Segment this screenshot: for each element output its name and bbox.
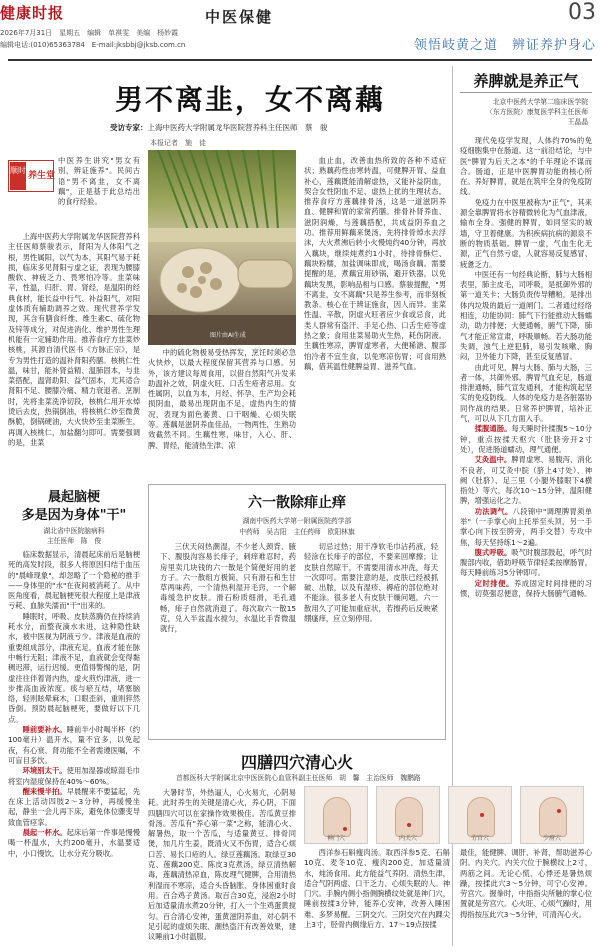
- tip-item: [8, 725, 140, 766]
- main-article-expert: [110, 122, 450, 133]
- tip-text: 吸气时腹部鼓起，呼气时腹部内收，借助呼吸节律轻柔按摩肠胃，每天睡前练习5分钟即可。: [460, 547, 592, 578]
- figure-hand: [467, 797, 495, 837]
- acupoint-figure: [304, 786, 368, 844]
- acupoint-figure: [520, 786, 584, 844]
- main-article-column-2: [148, 348, 296, 476]
- heart-fire-article-column-3: [460, 848, 592, 946]
- author-line: 王晶晶: [567, 118, 588, 126]
- page-slogan: 领悟岐黄之道 辨证养护身心: [413, 38, 596, 53]
- main-article-para: 血止血，改善血热所致的各种不适症状；熟藕药性由寒转温，可健脾开胃、益血补心，莲藕既能清解虚热，又能补益阴血，契合女性阴血不足、虚热上扰的生理状态。推荐食疗方莲藕排骨汤，这是一道滋阴养血、健脾和胃的家常药膳。排骨补肾养血、滋阴润燥，与莲藕搭配，共成益阴养血之功。推荐用鲜藕来煲汤，先将排骨焯水去浮沫，大火煮沸后转小火慢炖约40分钟，再放入藕块，继续炖煮约1小时，待排骨酥烂、藕块粉糯，加盐调味即成，喝汤食藕。需要提醒的是，煮藕宜用砂锅，避开铁器，以免藕块发黑，影响品相与口感。蔡骏提醒，"男不离韭，女不离藕"只是养生参考，而非刻板教条。核心在于辨证施食，因人而异。韭菜性温、辛散，阴虚火旺者应少食或忌食，此类人群常有盗汗、手足心热、口舌生疮等虚热之象；食用韭菜易助火生热，耗伤阴液。生藕性寒凉，脾胃虚寒者，大便稀溏、腹部怕冷者不宜生食，以免寒凉伤胃；可食用熟藕，借其温性健脾益胃、滋养气血。: [304, 156, 446, 371]
- acupoint-dot: [343, 827, 347, 831]
- body-para: 中医还有一句经典论断，肺与大肠相表里，肺主皮毛，司呼吸，是抵御外邪的第一道关卡；大肠负责传导糟粕，是排出体内垃圾的最后一道闸门。二者通过经络相连，功能协同：肺气下行能推动大肠蠕动，助力排便；大便通畅，腑气下降，肺气才能正常宣肃，呼吸顺畅。若大肠功能失调，浊气上逆犯肺，易引发咳嗽、胸闷，卫外能力下降，甚至反复感冒。: [460, 269, 592, 362]
- body-para: 免疫力在中医里被称为"正气"，其来源全靠脾胃将水谷精微转化为气血津液，输布全身。强健的脾胃，如同坚实的城墙，守卫着健康。为积疾病抗病的源泉不断的物质基础。脾胃一虚，气血生化无源，正气自然亏虚，人就容易反复感冒、疲惫乏力。: [460, 197, 592, 269]
- liuyisan-article-column-1: [160, 542, 296, 732]
- stroke-article-title-2: 多是因为身体"干": [21, 508, 127, 523]
- liuyisan-article-author-2: 中药师 吴吉阳 主任药师 欧阳林旗: [239, 528, 355, 536]
- tip-text: 八段锦中"调理脾胃须单举"（一手掌心向上托举至头顶，另一手掌心向下按至胯旁，两手交替）专攻中焦，每天坚持练1～2遍。: [460, 506, 592, 547]
- newspaper-logo: 健康时报: [0, 4, 65, 22]
- tip-key: 环境别太干。: [22, 766, 67, 776]
- body-para: 睡眠时，呼吸、皮肤蒸腾仍在持续消耗水分，而整夜滴水未进，这种隐性缺水，被中医视为阴液亏少。津液是血液的重要组成部分，津液充足，血液才能在脉中畅行无阻；津液不足，血液就会变得黏稠迟滞，运行迟缓。更值得警惕的是，阴虚往往伴着肾内热，虚火煎灼津液，进一步推高血液浓度。痰与瘀互结，堵塞脑络，轻则眩晕麻木，口眼歪斜，重则猝然昏倒。预防晨起脑梗死，要做好以下几点。: [8, 611, 140, 724]
- tip-text: 每天睡时针揉腹5～10分钟，重点按揉天枢穴（肚脐旁开2寸处），促进肠道蠕动，理气通便。: [460, 424, 592, 454]
- acupoint-figures: [304, 786, 592, 844]
- body-para: 三伏天闷热潮湿，不少老人颈背、腋下、腹股沟容易长痱子，刺痒难忍时，药房里卖几块钱的六一散是个简便好用的老方子。六一散组方极简，只有滑石和生甘草两味药，一个清热利湿开毛窍，一个解毒缓急护皮肤。滑石粉质细滑，毛孔通畅，痱子自然就消退了。每次取六一散15克，兑入半盆温水搅匀，水温比手背微温就行，: [160, 542, 296, 634]
- tip-key: 晨起一杯水。: [22, 828, 67, 838]
- acupoint-label: 劳宫穴: [470, 835, 489, 842]
- tip-key: 腹式呼吸。: [474, 547, 512, 557]
- acupoint-label: 神门穴: [326, 835, 345, 842]
- tip-key: 揉腹通肠。: [474, 424, 512, 434]
- tip-key: 艾灸温中。: [474, 455, 512, 465]
- liuyisan-article-column-2: [304, 542, 438, 732]
- heart-fire-article-column-1: [148, 788, 296, 946]
- tip-text: 脾胃虚寒、易腹泻、消化不良者，可艾灸中脘（脐上4寸处）、神阙（肚脐）、足三里（小腿外膝眼下4横指处）等穴，每次10～15分钟，温阳健脾，增强运化之力。: [460, 455, 592, 506]
- main-article-para: 中的硫化物极易受热挥发，烹饪时须必急火快炒，以最大程度保留其营养与口感。另外，该方建议每周食用，以借自然阳气升发来助温补之效，阴虚火旺、口舌生疮者忌用。女性属阴，以血为本，月经、怀孕、生产均会耗损阴血，最易出现阴血不足，虚热内生的情况，表现为面色萎黄、口干咽燥、心烦失眠等。莲藕是滋阴养血佳品，一物两性，生熟功效截然不同。生藕性寒，味甘，入心、肝、脾、胃经，能清热生津、凉: [148, 348, 296, 450]
- figure-hand: [539, 797, 567, 837]
- tip-item: [460, 579, 592, 600]
- tip-key: 醒来慢半拍。: [22, 786, 67, 796]
- main-article-lead: 中医养生讲究"男女有别，辨证施养"。民间古语"男不离韭，女不离藕"，正是基于此总结出的食疗经验。: [58, 156, 140, 207]
- stroke-article-title-1: 晨起脑梗: [47, 490, 100, 505]
- issue-info: 2026年7月31日 星期五 编辑 单祺雯 美编 杨妙霞: [0, 29, 179, 37]
- heart-fire-article-title: 四膳四穴清心火: [240, 753, 353, 772]
- title-underline: [460, 92, 592, 93]
- spleen-article-title: 养脾就是养正气: [473, 72, 579, 90]
- heart-fire-article-author: 首都医科大学附属北京中医医院心血管科副主任医师 胡 馨 主治医师 魏鹏路: [176, 774, 421, 782]
- tip-text: 睡前半小时喝半杯（约100毫升）温开水，量不宜多，以免起夜，有心衰、肾功能不全者需遵医嘱，不可盲目多饮。: [8, 725, 140, 765]
- tip-item: [460, 507, 592, 548]
- column-tag-name: 养生堂: [28, 171, 56, 181]
- tip-item: [460, 424, 592, 455]
- stroke-article-author-1: 湖北省中医院脑病科: [43, 527, 105, 535]
- body-para: 最佳，能健脾、调肝、补肾，帮助滋养心阴。内关穴。内关穴位于腕横纹上2寸，两筋之间。无论心慌、心悸还是暑热烦躁，按揉此穴3～5分钟，可宁心安神。劳宫穴。握拳时，中指指尖所触的掌心位置就是劳宫穴。心火旺、心烦气躁时，用拇指按压此穴3～5分钟，可清泻心火。: [460, 848, 592, 919]
- header-rule: [8, 59, 592, 61]
- spleen-article-author: [470, 97, 588, 127]
- main-article-para: 上海中医药大学附属龙华医院营养科主任医师蔡骏表示，肾阳为人体阳气之根，男性属阳，以气为本，其阳气易于耗损，临床多见肾阳亏虚之证，表现为腰膝酸软、神疲乏力、畏寒怕冷等。韭菜味辛，性温，归肝、胃、肾经，是温阳的经典食材，能长益中行气、补益阳气，对阳虚体质有辅助调养之效。现代营养学发现，其含有膳食纤维、维生素C、硫化物及锌等成分，对促进消化、维护男性生理机能有一定辅助作用。推荐食疗方韭菜炒核桃，其源自清代医书《方脉正宗》，是专为男性打造的温补肾阳药膳。核桃仁性温，味甘，能补肾益精、温肺固本，与韭菜搭配，温肾助阳、益气固本，尤其适合肾阳不足、腰膝冷痛、精力衰退者。烹制时，先将韭菜洗净切段，核桃仁用开水焯烫后去皮，热锅倒油，将核桃仁炒至微黄酥脆，倒锅硬油，大火快炒至韭菜断生，再调入核桃仁，加盐翻匀即可。需要强调的是，韭菜: [8, 232, 140, 447]
- acupoint-figure: [448, 786, 512, 844]
- author-line: 北京中医药大学第二临床医学院: [492, 98, 588, 106]
- lotus-root-photo: [148, 150, 296, 345]
- stroke-article-author-2: 主任医师 陈 俊: [46, 537, 102, 545]
- main-article-title: 男不离韭，女不离藕: [114, 83, 385, 116]
- body-para: 由此可见，脾与大肠、肺与大肠，三者一体，共御外邪。脾胃气血充足，肠道排泄通畅，肺气宣发通利，才能构筑起坚实的免疫防线。人体的免疫力是各脏器协同作战的结果。日常养护脾胃，培补正气，可以从下几方面入手。: [460, 362, 592, 424]
- expert-name: 上海中医药大学附属龙华医院营养科主任医师 蔡 骏: [147, 123, 328, 132]
- body-para: 现代免疫学发现，人体约70%的免疫细胞集中在肠道。这一前沿结论，与中医"脾胃为后天之本"的千年理论不谋而合。肠道，正是中医脾胃功能的核心所在。养好脾胃，就是在筑牢全身的免疫防线。: [460, 136, 592, 197]
- heart-fire-article-column-2: [304, 848, 450, 946]
- tip-key: 睡前要补水。: [22, 725, 67, 735]
- tip-text: 养成固定时间排便的习惯，切莫强忍便意，保持大肠腑气通畅。: [460, 578, 592, 599]
- stroke-article-body: [8, 550, 140, 946]
- acupoint-label: 少府穴: [542, 835, 561, 842]
- acupoint-dot: [480, 813, 484, 817]
- body-para: 临床数据显示，清晨起床前后是脑梗死的高发时段，很多人将原因归结于血压的"晨峰现象"，却忽略了一个隐秘的推手——身体里的"水"在夜间被消耗了。从中医角度看，晨起脑梗死很大程度上是津液亏耗、血脉失濡而"干"出来的。: [8, 550, 140, 611]
- tip-text: 早晨醒来不要猛起，先在床上活动四肢2～3分钟，再缓慢坐起，静坐一会儿再下床，避免体位骤变导致血管痉挛。: [8, 786, 140, 827]
- column-tag-mark: 顺时: [10, 162, 26, 190]
- contact-info: 编辑电话:(010)65363784 E-mail:jksbbj@jksb.com.cn: [0, 41, 186, 49]
- tip-item: [8, 828, 140, 859]
- author-line: （东方医院）康复医学科主任医师: [486, 108, 588, 116]
- page-number: 03: [568, 0, 596, 25]
- figure-hand: [323, 797, 351, 837]
- acupoint-label: 内关穴: [398, 835, 417, 842]
- tip-key: 功法调气。: [474, 506, 513, 516]
- expert-label: 受访专家：: [110, 123, 148, 132]
- acupoint-dot: [407, 823, 411, 827]
- section-title: 中医保健: [205, 8, 274, 26]
- main-article-column-3: [304, 156, 446, 474]
- body-para: 西洋参石斛瘦肉汤。取西洋参5克、石斛10克、麦冬10克、瘦肉200克，加适量清水，炖汤食用。此方能益气养阴、清热生津，适合气阴两虚、口干乏力、心烦失眠的人。神门穴。手腕内侧小指侧腕横纹处就是神门穴，睡前按揉3分钟，能养心安神，改善入睡困难、多梦易醒。三阴交穴。三阴交穴在内踝尖上3寸，胫骨内侧缘后方。17～19点按揉: [304, 848, 450, 930]
- body-para: 切忌过热；用干净软毛巾沾药液，轻轻涂在长痱子的部位，不要来回摩擦；让皮肤自然晾干，不需要用清水冲洗，每天一次即可。需要注意的是，皮肤已经被抓破、出脓，以及有湿疹、褥疮的部位绝对不能涂。很多老人有皮肤干燥问题，六一散用久了可能加重症状，若擦药后反映紧绷瘙痒，应立刻停用。: [304, 542, 438, 624]
- main-article-column-1: [8, 232, 140, 478]
- liuyisan-article-author-1: 湖南中医药大学第一附属医院药学部: [242, 517, 352, 525]
- tip-text: 起床后第一件事是慢慢喝一杯温水，大约200毫升，水温要适中，小口慢饮，让水分充分吸收。: [8, 828, 140, 858]
- main-article-reporter: 本报记者 施 徒: [150, 139, 206, 147]
- tip-item: [8, 787, 140, 828]
- tip-item: [460, 455, 592, 506]
- chives-lotus-illustration: [148, 150, 296, 345]
- figure-hand: [395, 797, 423, 837]
- tip-item: [8, 766, 140, 787]
- tip-item: [460, 548, 592, 579]
- photo-caption: 图片由AI生成: [210, 332, 246, 339]
- acupoint-figure: [376, 786, 440, 844]
- body-para: 大暑时节，外热逼人，心火易亢，心阴易耗。此时养生的关键是清心火，养心阴，下面四膳四穴可以在家操作效果极佳。苦瓜黄豆排骨汤。苦瓜有"养心第一菜"之称，能清心火、解暑热，取一个苦瓜，与适量黄豆、排骨同煲，加几片生姜，既清火又不伤胃，适合心烦口苦、易长口疮的人。绿豆莲藕汤。取绿豆30克、莲藕200克、陈皮3克煮汤，绿豆清热解毒，莲藕清热凉血，陈皮理气健脾，合用清热利湿而不寒凉，适合头昏脑胀、身体困重时食用。百合鸡子黄汤。取百合30克，浸泡2小时后加适量清水煮20分钟，打入一个生鸡蛋黄搅匀。百合清心安神，蛋黄滋阴养血，对心阴不足引起的虚烦失眠、潮热盗汗有改善效果，建议睡前1小时温服。: [148, 788, 296, 942]
- acupoint-dot: [557, 809, 561, 813]
- tip-text: 使用加湿器或晾湿毛巾将室内湿度保持在40%～60%。: [8, 766, 140, 786]
- tip-key: 定时排便。: [474, 578, 514, 588]
- liuyisan-article-title: 六一散除痱止痒: [248, 495, 346, 511]
